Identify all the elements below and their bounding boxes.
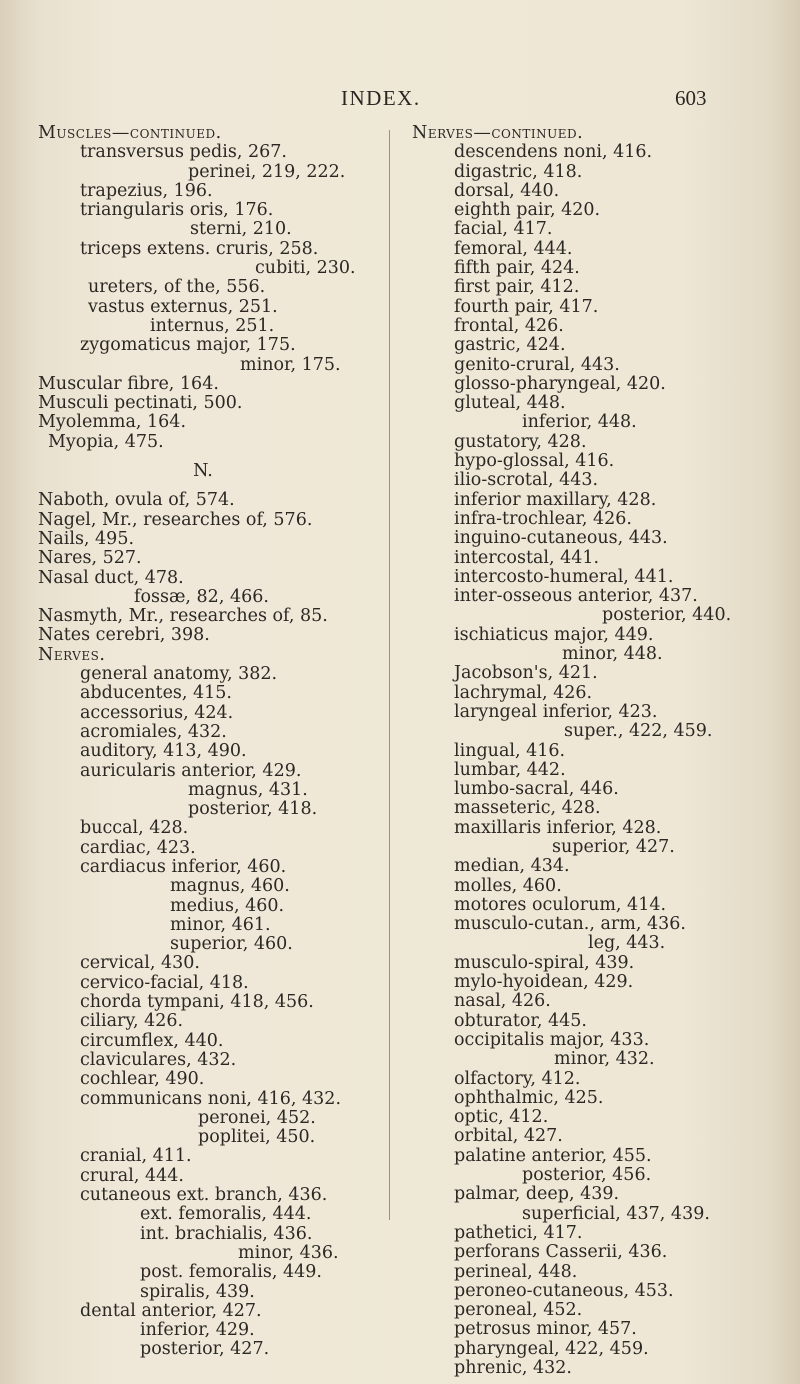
- index-entry: maxillaris inferior, 428.: [454, 817, 662, 838]
- index-entry: superficial, 437, 439.: [522, 1203, 710, 1224]
- index-entry: general anatomy, 382.: [80, 664, 278, 685]
- index-entry: buccal, 428.: [80, 818, 189, 839]
- index-entry: facial, 417.: [454, 219, 553, 240]
- index-entry: petrosus minor, 457.: [454, 1319, 637, 1340]
- index-entry: acromiales, 432.: [80, 721, 227, 742]
- index-entry: cochlear, 490.: [80, 1069, 205, 1090]
- index-entry: superior, 460.: [170, 934, 293, 955]
- index-entry: cranial, 411.: [80, 1146, 192, 1167]
- index-entry: obturator, 445.: [454, 1010, 587, 1031]
- index-entry: post. femoralis, 449.: [140, 1262, 322, 1283]
- index-entry: intercostal, 441.: [454, 547, 600, 568]
- index-entry: peroneal, 452.: [454, 1300, 583, 1321]
- index-entry: communicans noni, 416, 432.: [80, 1088, 342, 1109]
- index-entry: Nagel, Mr., researches of, 576.: [38, 509, 313, 530]
- index-entry: auricularis anterior, 429.: [80, 760, 302, 781]
- index-entry: Musculi pectinati, 500.: [38, 393, 243, 414]
- index-entry: accessorius, 424.: [80, 702, 234, 723]
- index-entry: circumflex, 440.: [80, 1030, 224, 1051]
- index-entry: minor, 436.: [238, 1242, 339, 1263]
- index-heading: Nerves.: [38, 644, 106, 665]
- index-entry: occipitalis major, 433.: [454, 1029, 650, 1050]
- index-entry: palatine anterior, 455.: [454, 1145, 652, 1166]
- index-entry: Jacobson's, 421.: [454, 663, 598, 684]
- left-column: [38, 124, 388, 1360]
- index-entry: infra-trochlear, 426.: [454, 508, 632, 529]
- index-entry: motores oculorum, 414.: [454, 894, 667, 915]
- index-entry: intercosto-humeral, 441.: [454, 566, 674, 587]
- index-entry: leg, 443.: [588, 933, 666, 954]
- index-entry: chorda tympani, 418, 456.: [80, 992, 314, 1013]
- index-entry: lumbar, 442.: [454, 759, 566, 780]
- index-entry: ureters, of the, 556.: [88, 277, 266, 298]
- index-entry: inguino-cutaneous, 443.: [454, 528, 668, 549]
- index-entry: cervical, 430.: [80, 953, 200, 974]
- index-entry: cardiac, 423.: [80, 837, 196, 858]
- index-entry: posterior, 418.: [188, 799, 318, 820]
- index-entry: perinei, 219, 222.: [188, 161, 346, 182]
- index-entry: vastus externus, 251.: [88, 296, 278, 317]
- index-heading: Muscles—continued.: [38, 123, 222, 143]
- index-entry: claviculares, 432.: [80, 1049, 237, 1070]
- index-entry: digastric, 418.: [454, 161, 583, 182]
- index-entry: pharyngeal, 422, 459.: [454, 1338, 649, 1359]
- index-entry: ischiaticus major, 449.: [454, 624, 654, 645]
- index-entry: auditory, 413, 490.: [80, 741, 247, 762]
- index-entry: median, 434.: [454, 856, 570, 877]
- index-entry: ilio-scrotal, 443.: [454, 470, 599, 491]
- index-entry: medius, 460.: [170, 895, 285, 916]
- index-entry: ciliary, 426.: [80, 1011, 184, 1032]
- index-heading: Nerves—continued.: [412, 123, 584, 143]
- index-entry: perforans Casserii, 436.: [454, 1242, 668, 1263]
- index-entry: lumbo-sacral, 446.: [454, 779, 619, 800]
- index-entry: cubiti, 230.: [255, 258, 356, 279]
- index-entry: fourth pair, 417.: [454, 296, 599, 317]
- index-entry: Nails, 495.: [38, 528, 135, 549]
- index-entry: frontal, 426.: [454, 315, 564, 336]
- index-entry: olfactory, 412.: [454, 1068, 581, 1089]
- index-entry: descendens noni, 416.: [454, 142, 653, 163]
- index-entry: minor, 461.: [170, 914, 271, 935]
- index-entry: dental anterior, 427.: [80, 1300, 262, 1321]
- index-entry: dorsal, 440.: [454, 180, 560, 201]
- index-entry: zygomaticus major, 175.: [80, 335, 296, 356]
- index-entry: spiralis, 439.: [140, 1281, 255, 1302]
- index-entry: minor, 448.: [562, 644, 663, 665]
- index-entry: abducentes, 415.: [80, 683, 232, 704]
- index-entry: triceps extens. cruris, 258.: [80, 238, 319, 259]
- index-entry: minor, 432.: [554, 1049, 655, 1070]
- index-entry: Myolemma, 164.: [38, 412, 187, 433]
- index-entry: nasal, 426.: [454, 991, 551, 1012]
- running-title: INDEX.: [341, 86, 421, 110]
- index-entry: lingual, 416.: [454, 740, 566, 761]
- index-entry: hypo-glossal, 416.: [454, 451, 615, 472]
- index-entry: peroneo-cutaneous, 453.: [454, 1280, 674, 1301]
- index-entry: gustatory, 428.: [454, 431, 587, 452]
- index-entry: minor, 175.: [240, 354, 341, 375]
- index-entry: glosso-pharyngeal, 420.: [454, 373, 666, 394]
- index-entry: posterior, 427.: [140, 1339, 270, 1360]
- index-entry: super., 422, 459.: [564, 721, 713, 742]
- index-entry: ophthalmic, 425.: [454, 1087, 604, 1108]
- index-entry: pathetici, 417.: [454, 1222, 583, 1243]
- index-entry: optic, 412.: [454, 1107, 549, 1128]
- index-entry: inferior maxillary, 428.: [454, 489, 657, 510]
- index-entry: gastric, 424.: [454, 335, 566, 356]
- index-entry: palmar, deep, 439.: [454, 1184, 620, 1205]
- index-entry: poplitei, 450.: [198, 1127, 316, 1148]
- index-entry: Nares, 527.: [38, 548, 142, 569]
- page-header: [0, 86, 800, 116]
- index-entry: magnus, 460.: [170, 876, 290, 897]
- page-number: 603: [675, 86, 707, 110]
- index-entry: laryngeal inferior, 423.: [454, 701, 658, 722]
- index-entry: trapezius, 196.: [80, 180, 213, 201]
- index-entry: peronei, 452.: [198, 1107, 316, 1128]
- index-entry: perineal, 448.: [454, 1261, 578, 1282]
- index-entry: transversus pedis, 267.: [80, 142, 287, 163]
- index-entry: Nasal duct, 478.: [38, 567, 184, 588]
- index-entry: inter-osseous anterior, 437.: [454, 586, 698, 607]
- index-entry: internus, 251.: [150, 315, 275, 336]
- index-entry: sterni, 210.: [190, 219, 292, 240]
- index-entry: posterior, 456.: [522, 1165, 652, 1186]
- index-entry: orbital, 427.: [454, 1126, 563, 1147]
- index-entry: mylo-hyoidean, 429.: [454, 972, 634, 993]
- index-entry: ext. femoralis, 444.: [140, 1204, 312, 1225]
- index-entry: Nates cerebri, 398.: [38, 625, 210, 646]
- index-entry: genito-crural, 443.: [454, 354, 620, 375]
- index-entry: Muscular fibre, 164.: [38, 373, 219, 394]
- index-entry: musculo-cutan., arm, 436.: [454, 914, 686, 935]
- index-entry: crural, 444.: [80, 1165, 184, 1186]
- index-entry: gluteal, 448.: [454, 393, 566, 414]
- index-entry: Naboth, ovula of, 574.: [38, 490, 235, 511]
- index-entry: lachrymal, 426.: [454, 682, 593, 703]
- index-entry: [38, 452, 388, 462]
- index-entry: molles, 460.: [454, 875, 562, 896]
- right-column: [412, 124, 782, 1378]
- index-entry: cardiacus inferior, 460.: [80, 856, 287, 877]
- index-entry: phrenic, 432.: [454, 1358, 572, 1378]
- index-entry: masseteric, 428.: [454, 798, 601, 819]
- index-entry: inferior, 429.: [140, 1320, 255, 1341]
- index-entry: fossæ, 82, 466.: [134, 586, 269, 607]
- index-entry: femoral, 444.: [454, 238, 573, 259]
- index-entry: Myopia, 475.: [48, 431, 164, 452]
- index-entry: Nasmyth, Mr., researches of, 85.: [38, 606, 328, 627]
- index-entry: triangularis oris, 176.: [80, 200, 274, 221]
- column-divider: [389, 130, 390, 1220]
- index-entry: magnus, 431.: [188, 779, 308, 800]
- index-entry: musculo-spiral, 439.: [454, 952, 635, 973]
- index-entry: eighth pair, 420.: [454, 200, 601, 221]
- index-entry: int. brachialis, 436.: [140, 1223, 313, 1244]
- index-entry: posterior, 440.: [602, 605, 732, 626]
- index-entry: cervico-facial, 418.: [80, 972, 249, 993]
- index-entry: superior, 427.: [552, 836, 675, 857]
- index-entry: fifth pair, 424.: [454, 258, 580, 279]
- index-entry: inferior, 448.: [522, 412, 637, 433]
- section-letter: N.: [193, 461, 213, 482]
- index-entry: first pair, 412.: [454, 277, 580, 298]
- index-entry: cutaneous ext. branch, 436.: [80, 1185, 328, 1206]
